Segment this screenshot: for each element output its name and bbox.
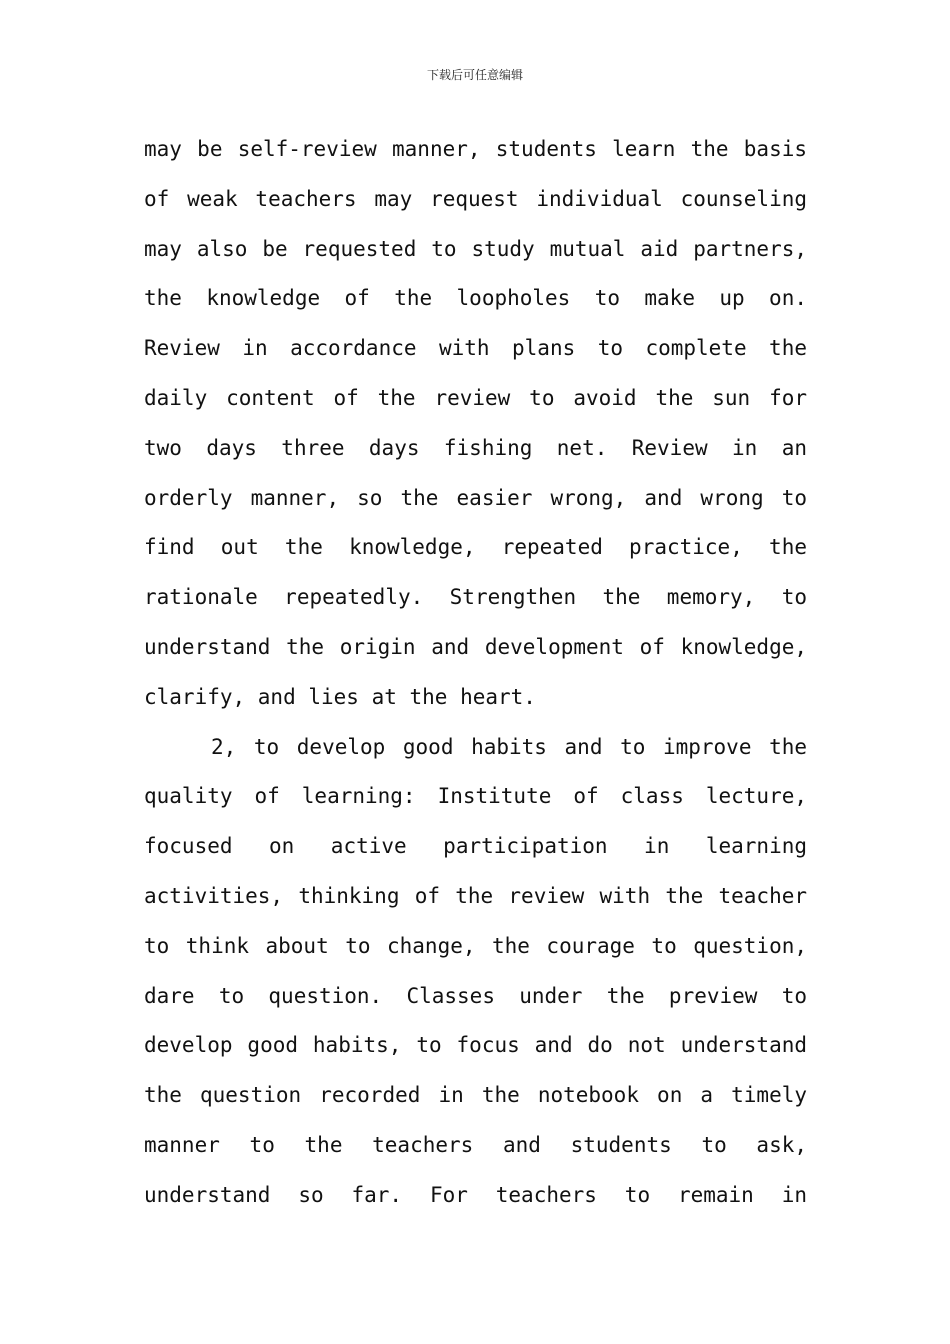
text-line: dare to question. Classes under the preview to [144, 983, 807, 1008]
text-line: focused on active participation in learning [144, 834, 807, 859]
text-line: daily content of the review to avoid the sun for [144, 385, 807, 410]
body-text [144, 125, 807, 1221]
text-line: orderly manner, so the easier wrong, and wrong to [144, 485, 807, 510]
text-line: develop good habits, to focus and do not understand [144, 1033, 807, 1058]
text-line: rationale repeatedly. Strengthen the memory, to [144, 585, 807, 610]
text-line: Review in accordance with plans to complete the [144, 336, 807, 361]
text-line: find out the knowledge, repeated practice, the [144, 535, 807, 560]
text-line: activities, thinking of the review with the teacher [144, 883, 807, 908]
text-line: the question recorded in the notebook on a timely [144, 1083, 807, 1108]
text-line: of weak teachers may request individual counseling [144, 186, 807, 211]
paragraph-end-line: clarify, and lies at the heart. [144, 684, 536, 709]
text-line: two days three days fishing net. Review in an [144, 435, 807, 460]
text-line: may be self-review manner, students learn the basis [144, 137, 807, 161]
text-line: understand so far. For teachers to remain in [144, 1182, 807, 1207]
text-line: to think about to change, the courage to question, [144, 933, 807, 958]
page-header: 下载后可任意编辑 [426, 68, 523, 82]
text-line: the knowledge of the loopholes to make up on. [144, 286, 807, 311]
text-line: manner to the teachers and students to ask, [144, 1132, 807, 1157]
text-line: understand the origin and development of knowledge, [144, 634, 807, 659]
text-line: may also be requested to study mutual aid partners, [144, 236, 807, 261]
paragraph-start-line: 2, to develop good habits and to improve the [211, 734, 807, 759]
text-line: quality of learning: Institute of class lecture, [144, 784, 807, 809]
